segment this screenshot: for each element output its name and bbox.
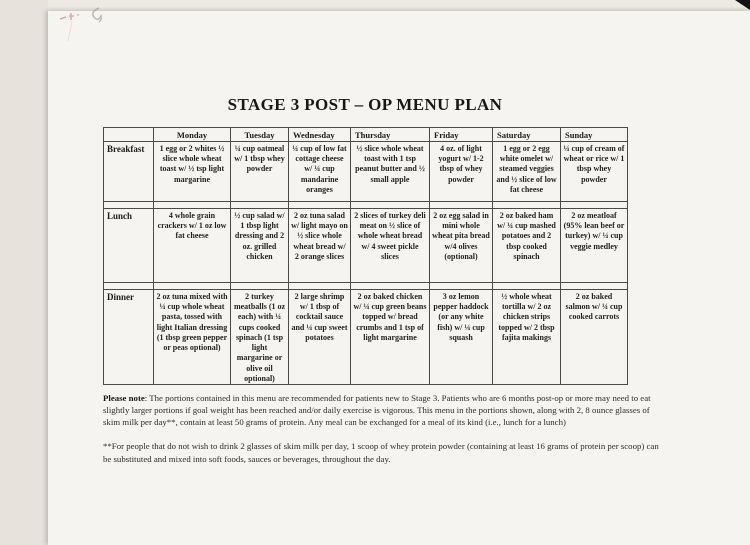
spacer-cell [231,202,289,209]
day-header-wednesday: Wednesday [289,128,351,142]
menu-cell-lunch-thursday: 2 slices of turkey deli meat on ½ slice of whole wheat bread w/ 4 sweet pickle slices [351,209,430,283]
spacer-cell [154,283,231,290]
spacer-cell [351,283,430,290]
note-primary [103,392,659,428]
menu-cell-dinner-thursday: 2 oz baked chicken w/ ¼ cup green beans topped w/ bread crumbs and 1 tsp of light margarine [351,290,430,385]
page-title: STAGE 3 POST – OP MENU PLAN [227,95,503,114]
note-primary-label: Please note [103,393,145,403]
menu-cell-breakfast-friday: 4 oz. of light yogurt w/ 1-2 tbsp of whey powder [430,142,493,202]
menu-cell-dinner-friday: 3 oz lemon pepper haddock (or any white fish) w/ ¼ cup squash [430,290,493,385]
menu-cell-breakfast-tuesday: ¼ cup oatmeal w/ 1 tbsp whey powder [231,142,289,202]
spacer-row [104,202,628,209]
gray-pen-mark [93,8,101,22]
pink-pen-mark [60,13,74,20]
scan-corner-artifact [735,0,750,10]
menu-cell-lunch-wednesday: 2 oz tuna salad w/ light mayo on ½ slice whole wheat bread w/ 2 orange slices [289,209,351,283]
menu-cell-dinner-saturday: ½ whole wheat tortilla w/ 2 oz chicken strips topped w/ 2 tbsp fajita makings [493,290,561,385]
corner-header-cell [104,128,154,142]
day-header-sunday: Sunday [561,128,628,142]
menu-cell-lunch-friday: 2 oz egg salad in mini whole wheat pita bread w/4 olives (optional) [430,209,493,283]
menu-cell-breakfast-saturday: 1 egg or 2 egg white omelet w/ steamed veggies and ½ slice of low fat cheese [493,142,561,202]
menu-cell-dinner-sunday: 2 oz baked salmon w/ ¼ cup cooked carrots [561,290,628,385]
menu-cell-lunch-saturday: 2 oz baked ham w/ ¼ cup mashed potatoes and 2 tbsp cooked spinach [493,209,561,283]
spacer-cell [493,283,561,290]
menu-cell-breakfast-sunday: ¼ cup of cream of wheat or rice w/ 1 tbsp whey powder [561,142,628,202]
menu-cell-lunch-monday: 4 whole grain crackers w/ 1 oz low fat cheese [154,209,231,283]
day-header-tuesday: Tuesday [231,128,289,142]
spacer-cell [430,283,493,290]
day-header-monday: Monday [154,128,231,142]
spacer-cell [104,283,154,290]
menu-cell-dinner-wednesday: 2 large shrimp w/ 1 tbsp of cocktail sauce and ¼ cup sweet potatoes [289,290,351,385]
spacer-cell [289,283,351,290]
spacer-cell [104,202,154,209]
row-label-dinner: Dinner [104,290,154,385]
menu-cell-breakfast-monday: 1 egg or 2 whites ½ slice whole wheat toast w/ ½ tsp light margarine [154,142,231,202]
spacer-cell [430,202,493,209]
day-header-thursday: Thursday [351,128,430,142]
spacer-cell [289,202,351,209]
spacer-cell [561,202,628,209]
menu-cell-lunch-sunday: 2 oz meatloaf (95% lean beef or turkey) w/ ¼ cup veggie medley [561,209,628,283]
pink-pen-streak [68,21,72,41]
pen-scribble-marks [55,3,119,43]
spacer-cell [231,283,289,290]
note-secondary: **For people that do not wish to drink 2 glasses of skim milk per day, 1 scoop of whey protein powder (containing at least 16 grams of protein per scoop) can be substituted and mixed into soft foods, sauces or beverages, throughout the day. [103,441,659,464]
scanner-top-edge [48,0,750,11]
spacer-cell [561,283,628,290]
day-header-saturday: Saturday [493,128,561,142]
menu-cell-dinner-tuesday: 2 turkey meatballs (1 oz each) with ¼ cups cooked spinach (1 tsp light margarine or olive oil optional) [231,290,289,385]
menu-cell-breakfast-wednesday: ¼ cup of low fat cottage cheese w/ ¼ cup mandarine oranges [289,142,351,202]
menu-cell-breakfast-thursday: ½ slice whole wheat toast with 1 tsp peanut butter and ½ small apple [351,142,430,202]
footnotes [103,392,659,465]
menu-cell-dinner-monday: 2 oz tuna mixed with ¼ cup whole wheat pasta, tossed with light Italian dressing (1 tbsp green pepper or peas optional) [154,290,231,385]
row-label-breakfast: Breakfast [104,142,154,202]
note-primary-text: : The portions contained in this menu are recommended for patients new to Stage 3. Patients who are 6 months post-op or more may need to eat slightly larger portions if goal weight has been reached and/or daily exercise is vigorous. This menu in the portions shown, along with 2, 8 ounce glasses of skim milk per day**, contain at least 50 grams of protein. Any meal can be exchanged for a meal of its kind (i.e., lunch for a lunch) [103,393,651,428]
day-header-row [104,128,628,142]
table-row-lunch [104,209,628,283]
menu-cell-lunch-tuesday: ½ cup salad w/ 1 tbsp light dressing and 2 oz. grilled chicken [231,209,289,283]
day-header-friday: Friday [430,128,493,142]
pink-pen-dot [77,14,79,16]
spacer-cell [351,202,430,209]
table-row-dinner [104,290,628,385]
spacer-cell [154,202,231,209]
menu-table [103,127,628,385]
spacer-row [104,283,628,290]
table-row-breakfast [104,142,628,202]
row-label-lunch: Lunch [104,209,154,283]
spacer-cell [493,202,561,209]
